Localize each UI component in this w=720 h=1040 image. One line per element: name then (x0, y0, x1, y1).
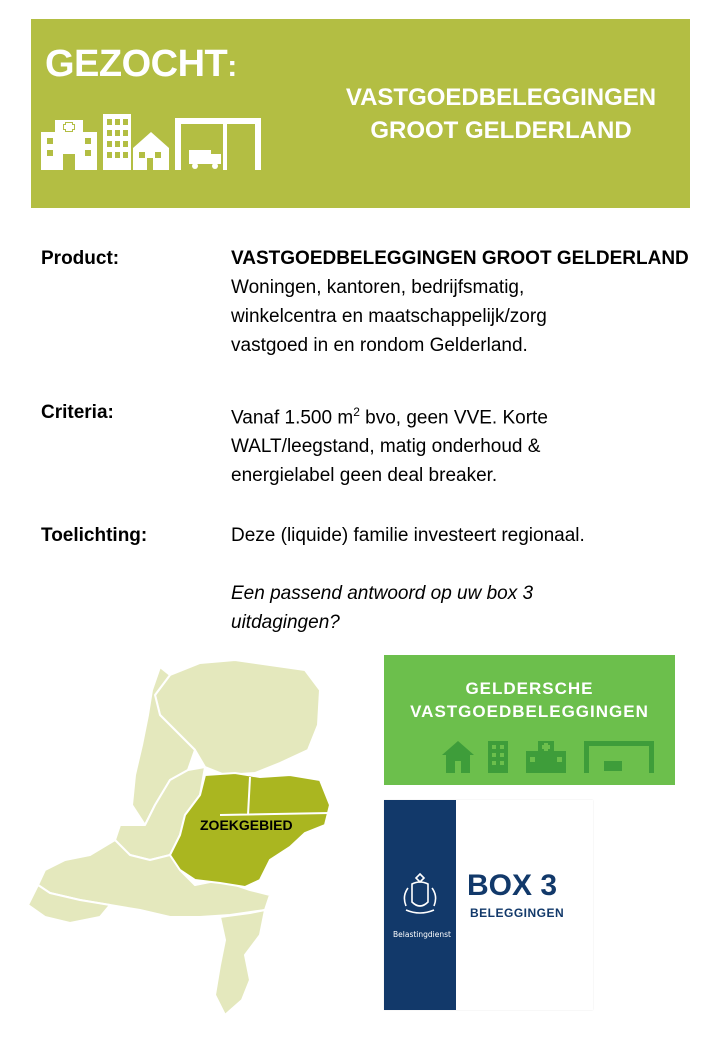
geldersche-icons (442, 739, 656, 775)
map-region-label: ZOEKGEBIED (200, 817, 293, 833)
criteria-line: WALT/leegstand, matig onderhoud & (231, 436, 541, 458)
criteria-label: Criteria: (41, 402, 114, 423)
geldersche-logo-text: GELDERSCHE VASTGOEDBELEGGINGEN (410, 679, 649, 721)
product-line: vastgoed in en rondom Gelderland. (231, 335, 528, 356)
crest-icon (398, 870, 442, 926)
toelichting-label: Toelichting: (41, 525, 148, 546)
toelichting-question: Een passend antwoord op uw box 3 (231, 583, 534, 604)
netherlands-map (20, 655, 350, 1035)
criteria-line: Vanaf 1.500 $m^2$ bvo, geen VVE. Korte (231, 405, 548, 429)
box3-agency: Belastingdienst (393, 930, 451, 939)
box3-subtitle: BELEGGINGEN (470, 906, 565, 920)
toelichting-question: uitdagingen? (231, 612, 340, 633)
house-icon (133, 132, 169, 170)
warehouse-icon (584, 741, 654, 773)
header-banner (31, 19, 690, 208)
warehouse-icon (175, 118, 261, 170)
product-heading: VASTGOEDBELEGGINGEN GROOT GELDERLAND (231, 248, 689, 269)
product-line: Woningen, kantoren, bedrijfsmatig, (231, 277, 525, 298)
map-province (215, 910, 265, 1015)
criteria-value (231, 398, 711, 490)
banner-title: GEZOCHT: (45, 43, 237, 85)
real-estate-icons (39, 114, 269, 174)
product-line: winkelcentra en maatschappelijk/zorg (231, 306, 547, 327)
banner-subtitle: VASTGOEDBELEGGINGEN GROOT GELDERLAND (345, 84, 657, 144)
box3-title: BOX 3 (467, 869, 558, 902)
toelichting-text: Deze (liquide) familie investeert regionaal. (231, 525, 585, 546)
geldersche-logo (384, 655, 675, 785)
box3-logo (384, 800, 593, 1010)
office-building-icon (103, 114, 131, 170)
hospital-icon (41, 120, 97, 170)
product-label: Product: (41, 248, 120, 269)
toelichting-value (231, 521, 711, 637)
product-value (231, 244, 711, 360)
criteria-line: energielabel geen deal breaker. (231, 465, 498, 487)
office-building-icon (488, 741, 508, 773)
